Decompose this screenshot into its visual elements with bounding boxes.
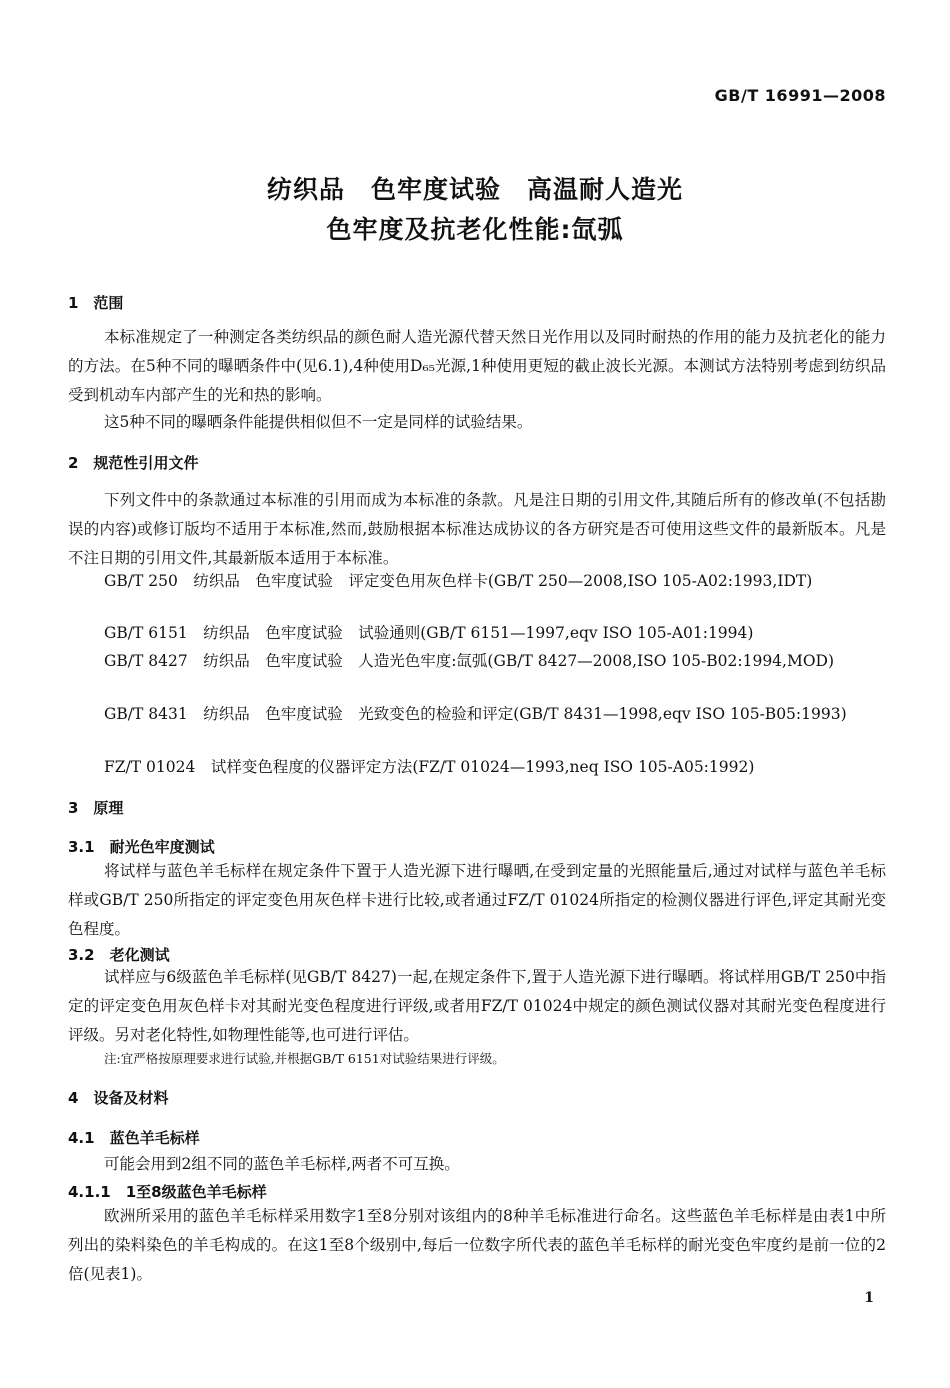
document-title-line-2: 色牢度及抗老化性能:氙弧	[326, 215, 624, 244]
reference-item: GB/T 6151 纺织品 色牢度试验 试验通则(GB/T 6151—1997,eqv ISO 105-A01:1994)	[104, 624, 754, 642]
section-2-heading: 2 规范性引用文件	[68, 454, 199, 472]
reference-item: GB/T 8431 纺织品 色牢度试验 光致变色的检验和评定(GB/T 8431—1998,eqv ISO 105-B05:1993)	[104, 705, 847, 723]
section-3-2-heading: 3.2 老化测试	[68, 946, 170, 964]
section-3-note: 注:宜严格按原理要求进行试验,并根据GB/T 6151对试验结果进行评级。	[104, 1051, 505, 1066]
reference-item: GB/T 250 纺织品 色牢度试验 评定变色用灰色样卡(GB/T 250—2008,ISO 105-A02:1993,IDT)	[104, 572, 813, 590]
document-title-line-1: 纺织品 色牢度试验 高温耐人造光	[266, 175, 683, 204]
standard-code: GB/T 16991—2008	[714, 86, 886, 105]
section-4-1-paragraph: 可能会用到2组不同的蓝色羊毛标样,两者不可互换。	[104, 1155, 460, 1173]
section-3-heading: 3 原理	[68, 799, 124, 817]
page-number: 1	[864, 1290, 874, 1306]
section-4-1-heading: 4.1 蓝色羊毛标样	[68, 1129, 200, 1147]
reference-item: GB/T 8427 纺织品 色牢度试验 人造光色牢度:氙弧(GB/T 8427—2008,ISO 105-B02:1994,MOD)	[104, 652, 835, 670]
section-3-1-paragraph: 将试样与蓝色羊毛标样在规定条件下置于人造光源下进行曝晒,在受到定量的光照能量后,通过对试样与蓝色羊毛标样或GB/T 250所指定的评定变色用灰色样卡进行比较,或者通过FZ/T 01024所指定的检测仪器进行评色,评定其耐光变色程度。	[68, 862, 886, 938]
section-3-2-paragraph: 试样应与6级蓝色羊毛标样(见GB/T 8427)一起,在规定条件下,置于人造光源下进行曝晒。将试样用GB/T 250中指定的评定变色用灰色样卡对其耐光变色程度进行评级,或者用FZ/T 01024中规定的颜色测试仪器对其耐光变色程度进行评级。另对老化特性,如物理性能等,也可进行评估。	[68, 968, 886, 1044]
section-1-paragraph-1: 本标准规定了一种测定各类纺织品的颜色耐人造光源代替天然日光作用以及同时耐热的作用的能力及抗老化的能力的方法。在5种不同的曝晒条件中(见6.1),4种使用D₆₅光源,1种使用更短的截止波长光源。本测试方法特别考虑到纺织品受到机动车内部产生的光和热的影响。	[68, 328, 886, 404]
section-1-heading: 1 范围	[68, 294, 124, 312]
reference-item: FZ/T 01024 试样变色程度的仪器评定方法(FZ/T 01024—1993,neq ISO 105-A05:1992)	[104, 758, 755, 776]
section-3-1-heading: 3.1 耐光色牢度测试	[68, 838, 215, 856]
section-1-paragraph-2: 这5种不同的曝晒条件能提供相似但不一定是同样的试验结果。	[104, 413, 533, 431]
section-4-1-1-paragraph: 欧洲所采用的蓝色羊毛标样采用数字1至8分别对该组内的8种羊毛标准进行命名。这些蓝色羊毛标样是由表1中所列出的染料染色的羊毛构成的。在这1至8个级别中,每后一位数字所代表的蓝色羊毛标样的耐光变色牢度约是前一位的2倍(见表1)。	[68, 1207, 886, 1283]
section-4-1-1-heading: 4.1.1 1至8级蓝色羊毛标样	[68, 1183, 267, 1201]
section-2-paragraph-1: 下列文件中的条款通过本标准的引用而成为本标准的条款。凡是注日期的引用文件,其随后所有的修改单(不包括勘误的内容)或修订版均不适用于本标准,然而,鼓励根据本标准达成协议的各方研究是否可使用这些文件的最新版本。凡是不注日期的引用文件,其最新版本适用于本标准。	[68, 491, 886, 567]
section-4-heading: 4 设备及材料	[68, 1089, 169, 1107]
